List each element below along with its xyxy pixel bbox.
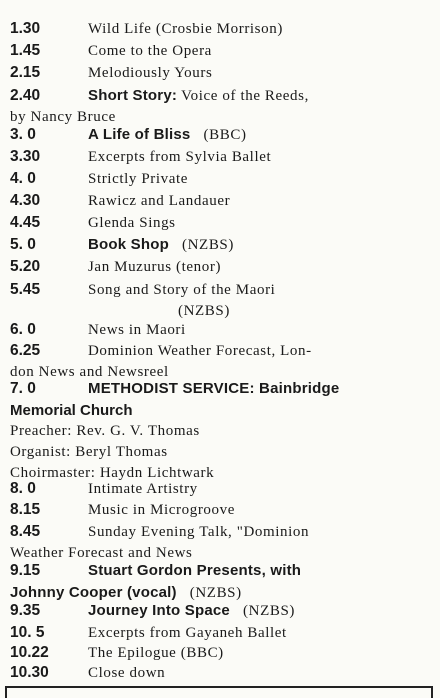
- title: Voice of the Reeds,: [181, 88, 309, 104]
- title: Intimate Artistry: [88, 481, 198, 497]
- time: 6. 0: [10, 321, 36, 338]
- time: 9.15: [10, 562, 41, 579]
- bottom-border-rule: [5, 686, 433, 698]
- title: Glenda Sings: [88, 215, 176, 231]
- title: Excerpts from Gayaneh Ballet: [88, 625, 287, 641]
- title: Wild Life (Crosbie Morrison): [88, 21, 283, 37]
- title: Jan Muzurus (tenor): [88, 259, 222, 275]
- time: 6.25: [10, 342, 41, 359]
- bold-title: METHODIST SERVICE: Bainbridge: [88, 380, 340, 397]
- list-item: [10, 378, 434, 484]
- bold-continuation: Memorial Church: [10, 402, 133, 419]
- continuation: don News and Newsreel: [10, 364, 169, 380]
- time: 2.15: [10, 64, 41, 81]
- title: Strictly Private: [88, 171, 189, 187]
- title: Sunday Evening Talk, "Dominion: [88, 524, 310, 540]
- title: (NZBS): [182, 237, 234, 253]
- time: 10.30: [10, 664, 49, 681]
- continuation: (NZBS): [178, 303, 230, 319]
- list-item: [10, 62, 434, 84]
- list-item: [10, 642, 434, 664]
- title: Song and Story of the Maori: [88, 282, 276, 298]
- title: Come to the Opera: [88, 43, 212, 59]
- time: 5. 0: [10, 236, 36, 253]
- list-item: [10, 521, 434, 564]
- time: 5.45: [10, 281, 41, 298]
- bold-continuation: Johnny Cooper (vocal): [10, 584, 177, 601]
- list-item: [10, 18, 434, 40]
- credit-line: Preacher: Rev. G. V. Thomas: [10, 423, 200, 439]
- list-item: [10, 662, 434, 684]
- time: 1.30: [10, 20, 41, 37]
- list-item: [10, 146, 434, 168]
- title: Rawicz and Landauer: [88, 193, 231, 209]
- time: 4.45: [10, 214, 41, 231]
- list-item: [10, 279, 434, 322]
- time: 4.30: [10, 192, 41, 209]
- list-item: [10, 124, 434, 146]
- list-item: [10, 478, 434, 500]
- title: News in Maori: [88, 322, 186, 338]
- list-item: [10, 600, 434, 622]
- title: The Epilogue (BBC): [88, 645, 224, 661]
- list-item: [10, 340, 434, 383]
- list-item: [10, 168, 434, 190]
- continuation: by Nancy Bruce: [10, 109, 116, 125]
- list-item: [10, 622, 434, 644]
- time: 9.35: [10, 602, 41, 619]
- list-item: [10, 190, 434, 212]
- time: 7. 0: [10, 380, 36, 397]
- title: (NZBS): [243, 603, 295, 619]
- list-item: [10, 40, 434, 62]
- list-item: [10, 212, 434, 234]
- continuation: Weather Forecast and News: [10, 545, 193, 561]
- credit-line: Organist: Beryl Thomas: [10, 444, 168, 460]
- time: 3. 0: [10, 126, 36, 143]
- time: 10.22: [10, 644, 49, 661]
- title: Music in Microgroove: [88, 502, 235, 518]
- time: 10. 5: [10, 624, 45, 641]
- time: 4. 0: [10, 170, 36, 187]
- credit-line: Choirmaster: Haydn Lichtwark: [10, 465, 215, 481]
- title: Close down: [88, 665, 166, 681]
- title: Melodiously Yours: [88, 65, 213, 81]
- bold-title: Stuart Gordon Presents, with: [88, 562, 302, 579]
- bold-title: A Life of Bliss: [88, 126, 191, 143]
- continuation-tail: (NZBS): [189, 585, 242, 601]
- bold-title: Book Shop: [88, 236, 169, 253]
- list-item: [10, 499, 434, 521]
- title: (BBC): [203, 127, 247, 143]
- list-item: [10, 256, 434, 278]
- list-item: [10, 234, 434, 256]
- bold-title: Journey Into Space: [88, 602, 230, 619]
- time: 8.15: [10, 501, 41, 518]
- title: Excerpts from Sylvia Ballet: [88, 149, 272, 165]
- title: Dominion Weather Forecast, Lon-: [88, 343, 312, 359]
- time: 5.20: [10, 258, 41, 275]
- list-item: [10, 319, 434, 341]
- time: 8. 0: [10, 480, 36, 497]
- time: 8.45: [10, 523, 41, 540]
- time: 1.45: [10, 42, 41, 59]
- time: 3.30: [10, 148, 41, 165]
- list-item: [10, 85, 434, 128]
- time: 2.40: [10, 87, 41, 104]
- list-item: [10, 560, 434, 604]
- bold-title: Short Story:: [88, 87, 178, 104]
